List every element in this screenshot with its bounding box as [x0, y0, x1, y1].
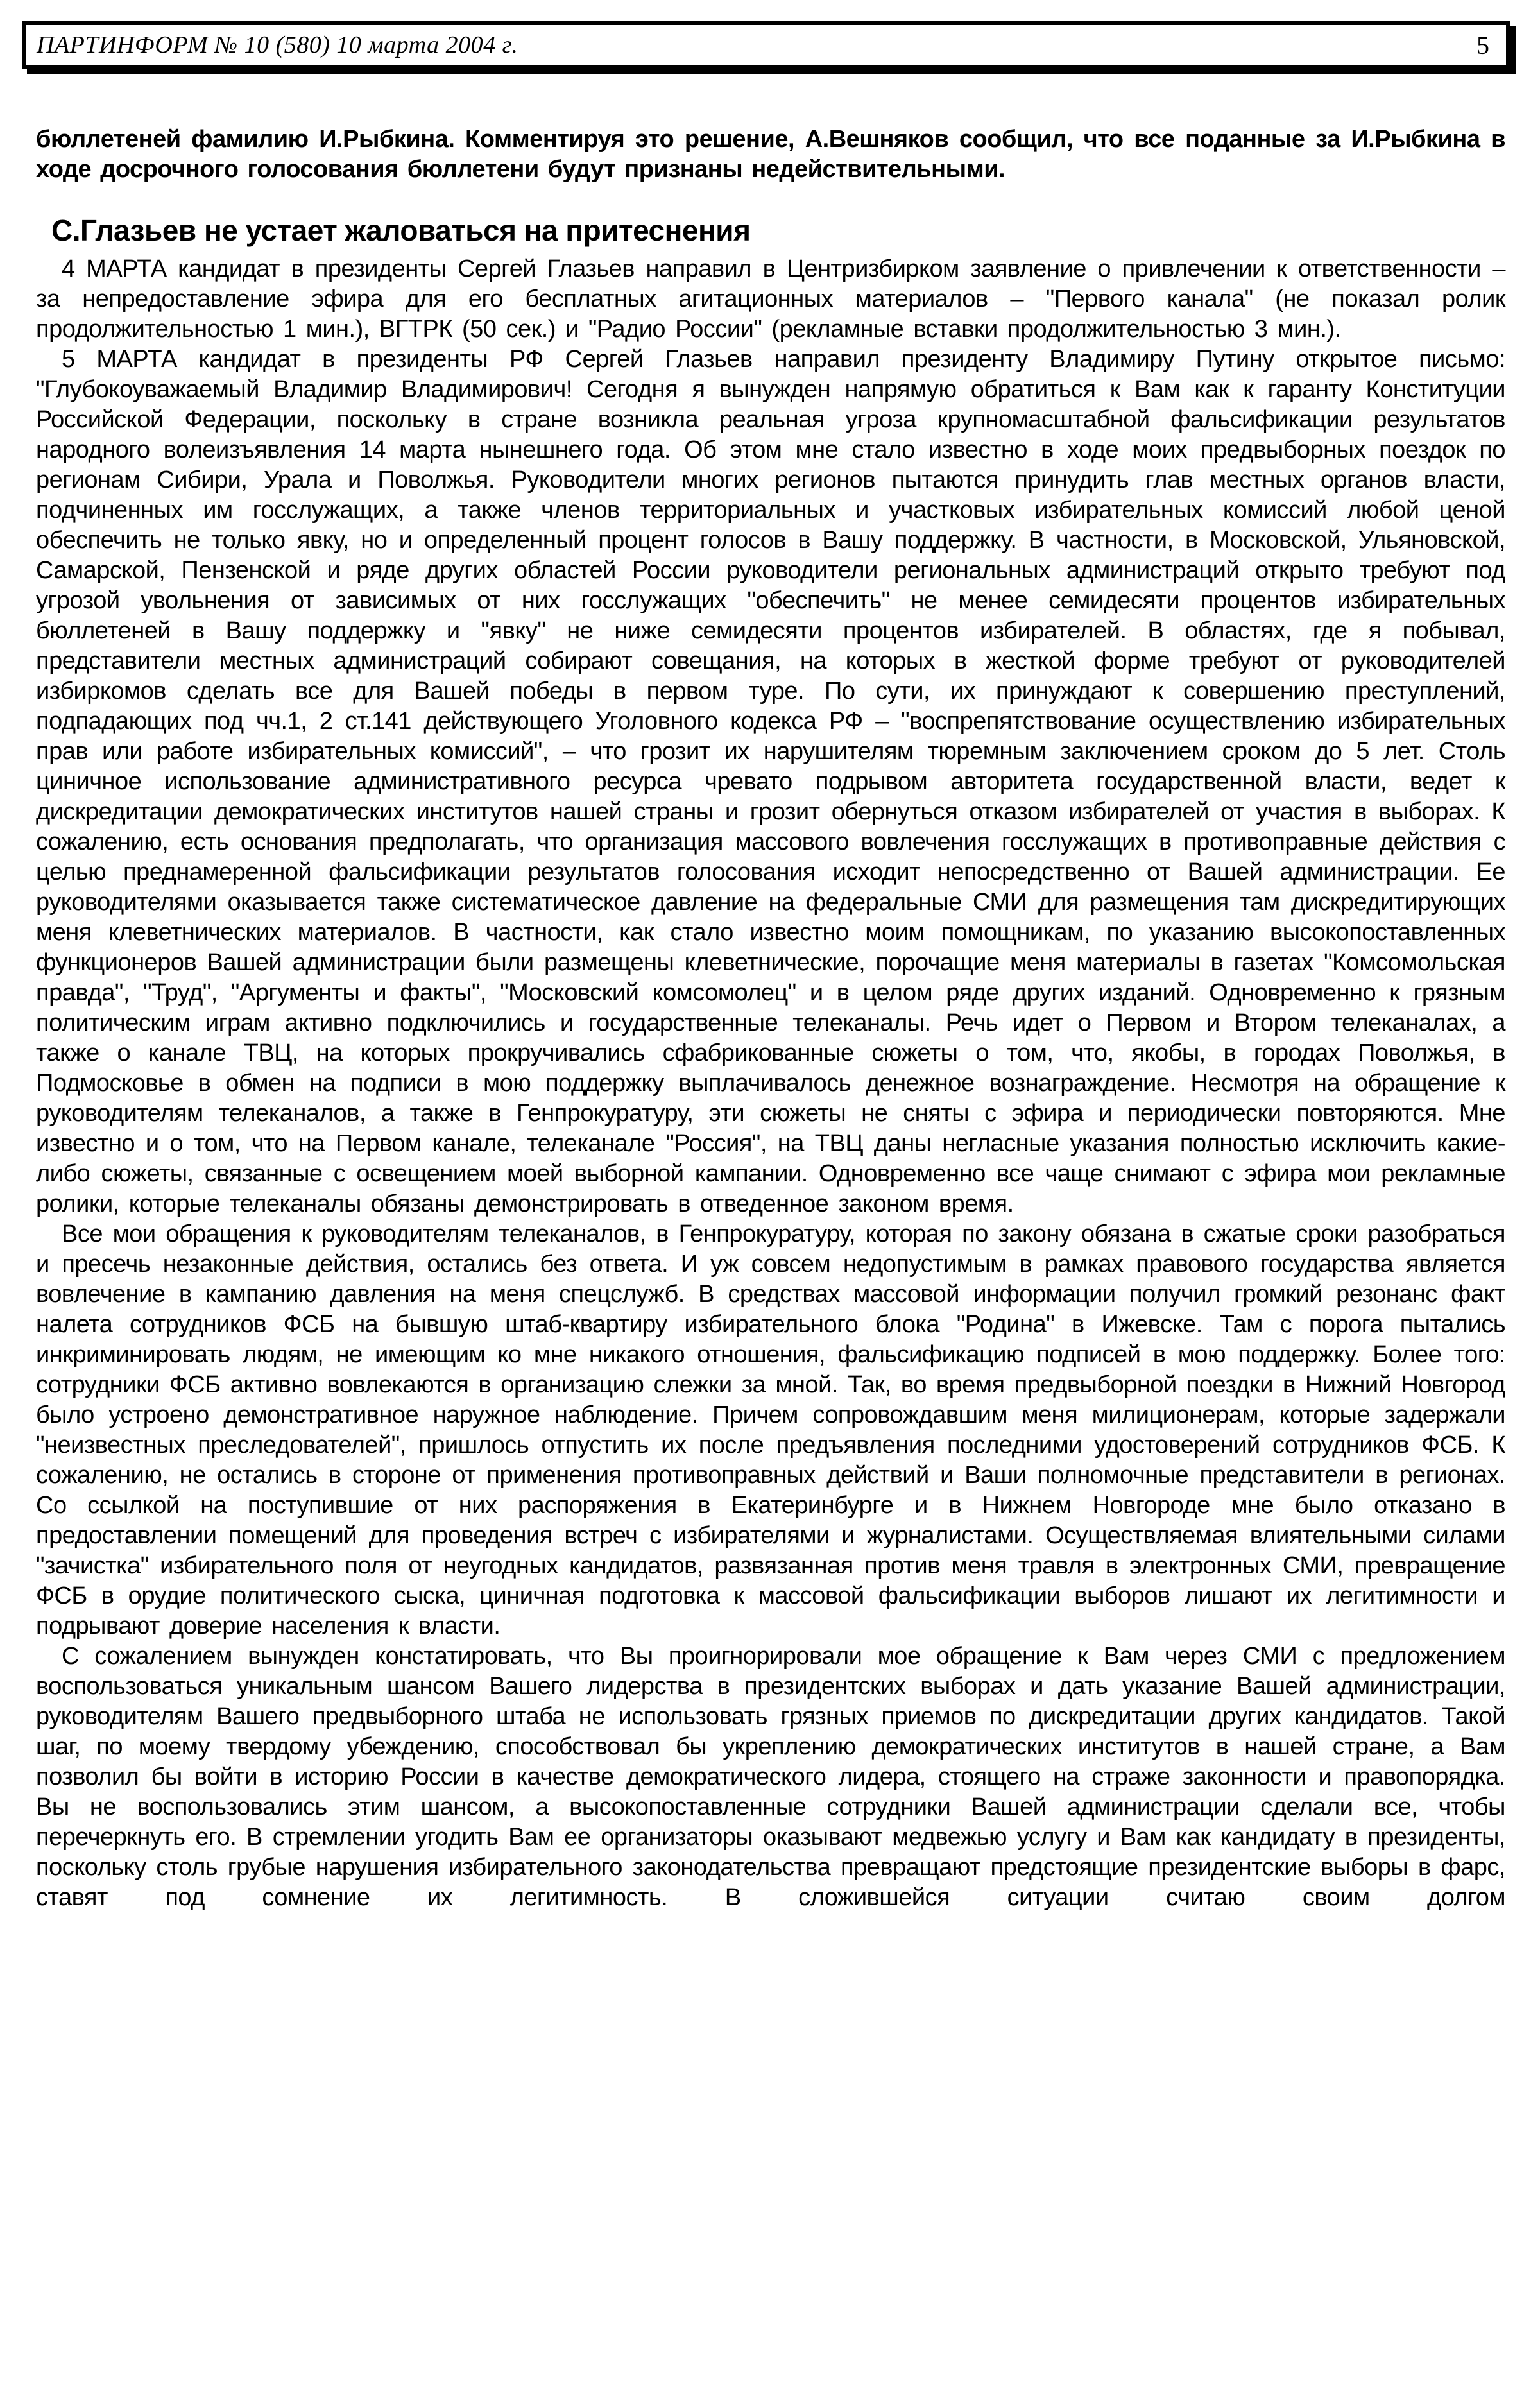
- article-paragraph-3: Все мои обращения к руководителям телеканалов, в Генпрокуратуру, которая по закону обязана в сжатые сроки разобраться и пресечь незаконные действия, остались без ответа. И уж совсем недопустимым в рамках правового государства является вовлечение в кампанию давления на меня спецслужб. В средствах массовой информации получил громкий резонанс факт налета сотрудников ФСБ на бывшую штаб-квартиру избирательного блока "Родина" в Ижевске. Там с порога пытались инкриминировать людям, не имеющим ко мне никакого отношения, фальсификацию подписей в мою поддержку. Более того: сотрудники ФСБ активно вовлекаются в организацию слежки за мной. Так, во время предвыборной поездки в Нижний Новгород было устроено демонстративное наружное наблюдение. Причем сопровождавшим меня милиционерам, которые задержали "неизвестных преследователей", пришлось отпустить их после предъявления последними удостоверений сотрудников ФСБ. К сожалению, не остались в стороне от применения противоправных действий и Ваши полномочные представители в регионах. Со ссылкой на поступившие от них распоряжения в Екатеринбурге и в Нижнем Новгороде мне было отказано в предоставлении помещений для проведения встреч с избирателями и журналистами. Осуществляемая влиятельными силами "зачистка" избирательного поля от неугодных кандидатов, развязанная против меня травля в электронных СМИ, превращение ФСБ в орудие политического сыска, циничная подготовка к массовой фальсификации выборов лишают их легитимности и подрывают доверие населения к власти.: [36, 1221, 1505, 1640]
- page-number: 5: [1476, 30, 1489, 60]
- article-paragraph-4: С сожалением вынужден констатировать, что Вы проигнорировали мое обращение к Вам через СМИ с предложением воспользоваться уникальным шансом Вашего лидерства в президентских выборах и дать указание Вашей администрации, руководителям Вашего предвыборного штаба не использовать грязных приемов по дискредитации других кандидатов. Такой шаг, по моему твердому убеждению, способствовал бы укреплению демократических институтов в нашей стране, а Вам позволил бы войти в историю России в качестве демократического лидера, стоящего на страже законности и правопорядка. Вы не воспользовались этим шансом, а высокопоставленные сотрудники Вашей администрации сделали все, чтобы перечеркнуть его. В стремлении угодить Вам ее организаторы оказывают медвежью услугу и Вам как кандидату в президенты, поскольку столь грубые нарушения избирательного законодательства превращают предстоящие президентские выборы в фарс, ставят под сомнение их легитимность. В сложившейся ситуации считаю своим долгом: [36, 1643, 1505, 1911]
- journal-title: ПАРТИНФОРМ № 10 (580) 10 марта 2004 г.: [37, 31, 518, 58]
- page-content: [36, 124, 1505, 1913]
- page-header: [22, 21, 1510, 69]
- lead-paragraph: бюллетеней фамилию И.Рыбкина. Комментируя это решение, А.Вешняков сообщил, что все поданные за И.Рыбкина в ходе досрочного голосования бюллетени будут признаны недействительными.: [36, 126, 1505, 183]
- article-paragraph-1: 4 МАРТА кандидат в президенты Сергей Глазьев направил в Центризбирком заявление о привлечении к ответственности – за непредоставление эфира для его бесплатных агитационных материалов – "Первого канала" (не показал ролик продолжительностью 1 мин.), ВГТРК (50 сек.) и "Радио России" (рекламные вставки продолжительностью 3 мин.).: [36, 255, 1505, 343]
- article-title: С.Глазьев не устает жаловаться на притеснения: [51, 214, 751, 247]
- article-paragraph-2: 5 МАРТА кандидат в президенты РФ Сергей Глазьев направил президенту Владимиру Путину открытое письмо: "Глубокоуважаемый Владимир Владимирович! Сегодня я вынужден напрямую обратиться к Вам как к гаранту Конституции Российской Федерации, поскольку в стране возникла реальная угроза крупномасштабной фальсификации результатов народного волеизъявления 14 марта нынешнего года. Об этом мне стало известно в ходе моих предвыборных поездок по регионам Сибири, Урала и Поволжья. Руководители многих регионов пытаются принудить глав местных органов власти, подчиненных им госслужащих, а также членов территориальных и участковых избирательных комиссий любой ценой обеспечить не только явку, но и определенный процент голосов в Вашу поддержку. В частности, в Московской, Ульяновской, Самарской, Пензенской и ряде других областей России руководители региональных администраций открыто требуют под угрозой увольнения от зависимых от них госслужащих "обеспечить" не менее семидесяти процентов избирательных бюллетеней в Вашу поддержку и "явку" не ниже семидесяти процентов избирателей. В областях, где я побывал, представители местных администраций собирают совещания, на которых в жесткой форме требуют от руководителей избиркомов сделать все для Вашей победы в первом туре. По сути, их принуждают к совершению преступлений, подпадающих под чч.1, 2 ст.141 действующего Уголовного кодекса РФ – "воспрепятствование осуществлению избирательных прав или работе избирательных комиссий", – что грозит их нарушителям тюремным заключением сроком до 5 лет. Столь циничное использование административного ресурса чревато подрывом авторитета государственной власти, ведет к дискредитации демократических институтов нашей страны и грозит обернуться отказом избирателей от участия в выборах. К сожалению, есть основания предполагать, что организация массового вовлечения госслужащих в противоправные действия с целью преднамеренной фальсификации результатов голосования исходит непосредственно от Вашей администрации. Ее руководителями оказывается также систематическое давление на федеральные СМИ для размещения там дискредитирующих меня клеветнических материалов. В частности, как стало известно моим помощникам, по указанию высокопоставленных функционеров Вашей администрации были размещены клеветнические, порочащие меня материалы в газетах "Комсомольская правда", "Труд", "Аргументы и факты", "Московский комсомолец" и в целом ряде других изданий. Одновременно к грязным политическим играм активно подключились и государственные телеканалы. Речь идет о Первом и Втором телеканалах, а также о канале ТВЦ, на которых прокручивались сфабрикованные сюжеты о том, что, якобы, в городах Поволжья, в Подмосковье в обмен на подписи в мою поддержку выплачивалось денежное вознаграждение. Несмотря на обращение к руководителям телеканалов, а также в Генпрокуратуру, эти сюжеты не сняты с эфира и периодически повторяются. Мне известно и о том, что на Первом канале, телеканале "Россия", на ТВЦ даны негласные указания полностью исключить какие-либо сюжеты, связанные с освещением моей выборной кампании. Одновременно все чаще снимают с эфира мои рекламные ролики, которые телеканалы обязаны демонстрировать в отведенное законом время.: [36, 346, 1505, 1217]
